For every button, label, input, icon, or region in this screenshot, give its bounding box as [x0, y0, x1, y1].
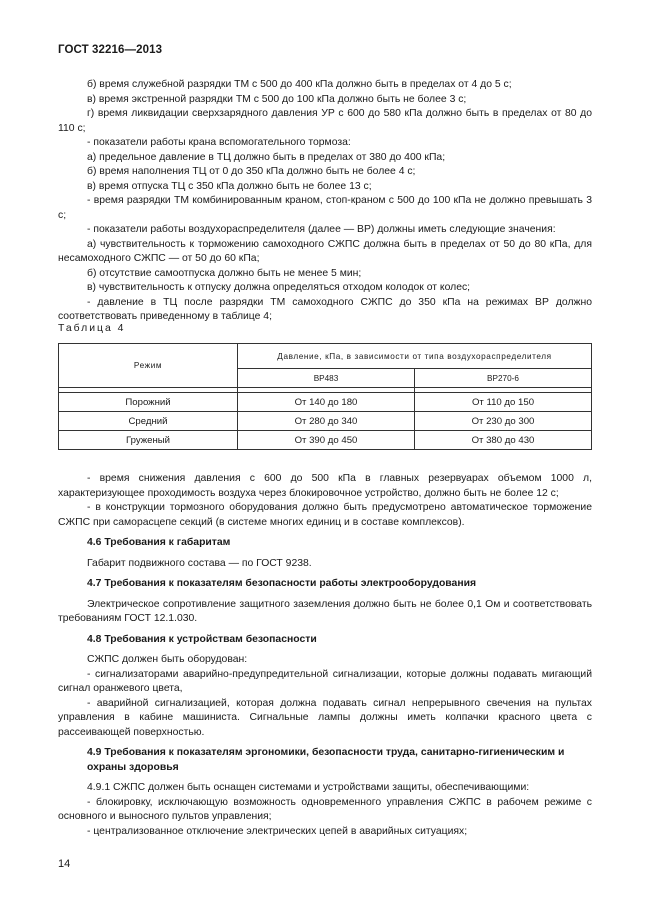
- paragraph: Электрическое сопротивление защитного заземления должно быть не более 0,1 Ом и соответствовать требованиям ГОСТ 12.1.030.: [58, 598, 592, 624]
- cell-vr270: От 110 до 150: [414, 393, 591, 412]
- paragraph: 4.9.1 СЖПС должен быть оснащен системами и устройствами защиты, обеспечивающими:: [87, 782, 530, 793]
- header-vr270: ВР270-6: [414, 369, 591, 388]
- cell-vr483: От 390 до 450: [238, 431, 415, 450]
- paragraph: - централизованное отключение электрических цепей в аварийных ситуациях;: [87, 825, 468, 837]
- header-pressure-group: Давление, кПа, в зависимости от типа воздухораспределителя: [238, 344, 592, 369]
- table-caption: Таблица 4: [58, 323, 126, 334]
- paragraph: - показатели работы крана вспомогательного тормоза:: [87, 137, 351, 148]
- section-heading-4-9: 4.9 Требования к показателям эргономики, безопасности труда, санитарно-гигиеническим и охраны здоровья: [87, 747, 565, 773]
- paragraph: в) время отпуска ТЦ с 350 кПа должно быть не более 13 с;: [87, 180, 372, 192]
- paragraph: - сигнализаторами аварийно-предупредительной сигнализации, которые должны подавать мигающий сигнал оранжевого цвета,: [58, 668, 592, 694]
- paragraph: - время снижения давления с 600 до 500 кПа в главных резервуарах объемом 1000 л, характеризующее проходимость воздуха через блокировочное устройство, должно быть не более 12 с;: [58, 473, 592, 499]
- paragraph: в) время экстренной разрядки ТМ с 500 до 100 кПа должно быть не более 3 с;: [87, 93, 467, 105]
- paragraph: СЖПС должен быть оборудован:: [87, 654, 248, 665]
- paragraph: а) чувствительность к торможению самоходного СЖПС должна быть в пределах от 50 до 80 кПа, для несамоходного СЖПС — от 50 до 60 кПа;: [58, 238, 592, 264]
- table-row: [59, 412, 592, 431]
- header-vr483: ВР483: [238, 369, 415, 388]
- section-heading-4-8: 4.8 Требования к устройствам безопасности: [87, 633, 317, 645]
- pressure-table: [58, 343, 592, 450]
- paragraph: в) чувствительность к отпуску должна определяться отходом колодок от колес;: [87, 282, 471, 293]
- document-header: ГОСТ 32216—2013: [58, 44, 163, 56]
- cell-mode: Средний: [59, 412, 238, 431]
- page-number: 14: [58, 858, 71, 870]
- table-row: [59, 393, 592, 412]
- paragraph: б) время служебной разрядки ТМ с 500 до 400 кПа должно быть в пределах от 4 до 5 с;: [87, 79, 512, 90]
- cell-vr270: От 380 до 430: [414, 431, 591, 450]
- section-heading-4-7: 4.7 Требования к показателям безопасности работы электрооборудования: [87, 578, 477, 589]
- paragraph: - давление в ТЦ после разрядки ТМ самоходного СЖПС до 350 кПа на режимах ВР должно соответствовать приведенному в таблице 4;: [58, 296, 592, 322]
- section-heading-4-6: 4.6 Требования к габаритам: [87, 537, 231, 548]
- paragraph: - аварийной сигнализацией, которая должна подавать сигнал непрерывного свечения на пультах управления в кабине машиниста. Сигнальные лампы должны иметь колпачки красного цвета с рассеивающей поверхностью.: [58, 697, 592, 738]
- paragraph: б) отсутствие самоотпуска должно быть не менее 5 мин;: [87, 267, 362, 279]
- brake-requirements-text: [58, 78, 592, 325]
- paragraph: г) время ликвидации сверхзарядного давления УР с 600 до 580 кПа должно быть в пределах от 80 до 110 с;: [58, 108, 592, 134]
- paragraph: - показатели работы воздухораспределителя (далее — ВР) должны иметь следующие значения:: [87, 224, 556, 235]
- cell-vr483: От 140 до 180: [238, 393, 415, 412]
- paragraph: - в конструкции тормозного оборудования должно быть предусмотрено автоматическое торможение СЖПС при саморасцепе секций (в системе многих единиц и в составе комплексов).: [58, 502, 592, 528]
- paragraph: - блокировку, исключающую возможность одновременного управления СЖПС в рабочем режиме с основного и выносного пультов управления;: [58, 796, 592, 822]
- paragraph: а) предельное давление в ТЦ должно быть в пределах от 380 до 400 кПа;: [87, 151, 446, 163]
- cell-vr483: От 280 до 340: [238, 412, 415, 431]
- table-row: [59, 431, 592, 450]
- cell-mode: Порожний: [59, 393, 238, 412]
- cell-mode: Груженый: [59, 431, 238, 450]
- header-mode: Режим: [59, 344, 238, 388]
- paragraph: б) время наполнения ТЦ от 0 до 350 кПа должно быть не более 4 с;: [87, 166, 416, 177]
- cell-vr270: От 230 до 300: [414, 412, 591, 431]
- sections-text: [58, 472, 592, 839]
- paragraph: - время разрядки ТМ комбинированным краном, стоп-краном с 500 до 100 кПа не должно превышать 3 с;: [58, 195, 592, 221]
- paragraph: Габарит подвижного состава — по ГОСТ 9238.: [87, 557, 312, 569]
